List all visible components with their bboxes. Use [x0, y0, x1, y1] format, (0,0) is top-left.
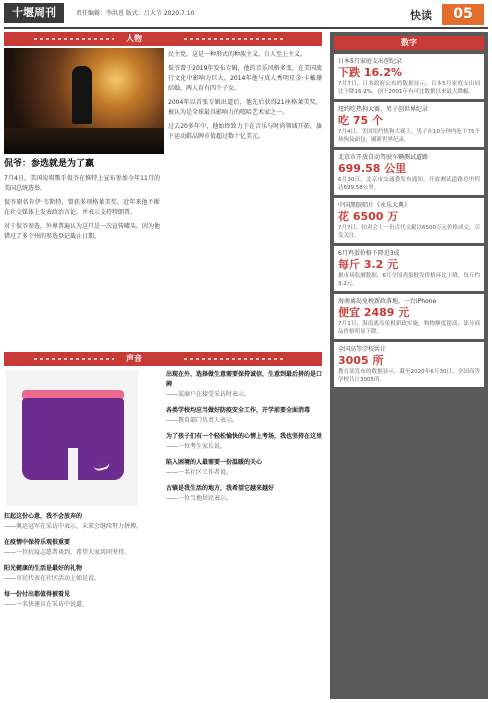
- quote-title: 出现在外，选择做生意需要保持诚信，生意到最后拼的是口碑: [166, 371, 323, 388]
- card-title: 全国高等学校共计: [338, 346, 387, 353]
- card-text: 教育部发布的数据显示，截至2020年6月30日，全国高等学校共计3005所。: [338, 369, 480, 383]
- paragraph: 侃爷原名肯伊·韦斯特，曾获多项格莱美奖，近年来他不断在社交媒体上发表政治言论，并表示支持特朗普。: [4, 199, 160, 216]
- card-text: 7月1日，海南离岛免税新政实施，购物额度提高，部分商品价格明显下降。: [338, 321, 480, 335]
- quote-title: 每一份付出都值得被看见: [4, 591, 71, 598]
- card-number: 3005 所: [338, 354, 384, 367]
- card-number: 下跌 16.2%: [338, 66, 402, 79]
- paragraph: 侃爷曾于2019年发布专辑，他的音乐风格多变，在美国流行文化中影响力巨大。2014年他与真人秀明星金·卡戴珊结婚，两人育有四个子女。: [168, 65, 322, 92]
- number-card: [334, 342, 484, 387]
- card-text: 7月4日，美国纽约热狗大赛上，男子在10分钟内吃下75个热狗及面包，刷新世界纪录。: [338, 129, 480, 143]
- article-col-2: [168, 50, 322, 142]
- stage-photo: [4, 48, 164, 154]
- quote-block: [4, 590, 160, 610]
- card-text: 7月7日，拍卖会上一份古代文献以6500万元价格成交，引发关注。: [338, 225, 480, 239]
- page-header: [0, 0, 492, 30]
- quote-source: ——奥运冠军在采访中表示，未来会继续努力拼搏。: [4, 523, 143, 530]
- number-card: [334, 54, 484, 99]
- quote-source: ——一位考生家长说。: [166, 443, 227, 450]
- quote-source: ——一位当地居民表示。: [166, 495, 233, 502]
- card-title: 6月鸡蛋价格下降近3成: [338, 250, 400, 257]
- card-title: 纽约吃热狗大赛，男子创世界纪录: [338, 106, 429, 113]
- paragraph: 2004年以首张专辑出道后，他先后获得21座格莱美奖，被认为是全球最具影响力的嘻哈艺术家之一。: [168, 99, 322, 116]
- page-number: 05: [442, 4, 484, 25]
- shorts-photo: [6, 370, 138, 506]
- header-rule: [4, 27, 488, 29]
- article-col-1: [4, 174, 160, 242]
- card-text: 据市场监测数据，6月全国鸡蛋批发价格环比下降，每斤约3.2元。: [338, 273, 480, 287]
- card-text: 6月30日，北京市交通委发布通知，开放测试道路总里程达699.58公里。: [338, 177, 480, 191]
- quotes-left: [4, 512, 160, 616]
- number-card: [334, 198, 484, 243]
- number-card: [334, 150, 484, 195]
- quote-block: [166, 406, 322, 426]
- article-headline: 侃爷：参选就是为了赢: [4, 159, 95, 169]
- number-card: [334, 246, 484, 291]
- quote-block: [4, 512, 160, 532]
- editor-meta: 责任编辑：李洪恩 版式：吕大节 2020.7.10: [76, 10, 195, 17]
- quote-block: [166, 370, 322, 400]
- number-card: [334, 294, 484, 339]
- quote-title: 各类学校均应当做好防疫安全工作，开学前要全面消毒: [166, 407, 311, 414]
- quote-title: 古镇是我生活的地方，我希望它越来越好: [166, 485, 275, 492]
- quote-block: [166, 484, 322, 504]
- number-card: [334, 102, 484, 147]
- quote-source: ——一名快递员在采访中说道。: [4, 601, 89, 608]
- quote-source: ——一名社区工作者说。: [166, 469, 233, 476]
- voice-banner: [4, 352, 322, 366]
- paragraph: 民主党，这是一种形式的种族主义，白人至上主义。: [168, 51, 307, 58]
- quote-title: 阳光健康的生活是最好的礼物: [4, 565, 83, 572]
- voice-tag: 声音: [126, 354, 142, 363]
- quote-title: 扛起这份心意，我不会放弃的: [4, 513, 83, 520]
- quote-source: ——一位抗疫志愿者谈到，希望大家共同坚持。: [4, 549, 131, 556]
- numbers-sidebar: [330, 32, 488, 699]
- card-text: 7月7日，日本政府公布的数据显示，日本5月家庭支出同比下降16.2%，创下2001年有可比数据以来最大降幅。: [338, 81, 480, 95]
- card-number: 便宜 2489 元: [338, 306, 410, 319]
- paragraph: 7月4日，美国说唱歌手侃爷在推特上宣布参加今年11月的美国总统选举。: [4, 175, 160, 192]
- section-name: 快读: [410, 9, 432, 22]
- paragraph: 对于侃爷参选，外界普遍认为这只是一次宣传噱头，因为他错过了多个州的参选登记截止日期。: [4, 223, 161, 240]
- quote-block: [4, 538, 160, 558]
- person-tag: 人物: [126, 34, 142, 43]
- quote-title: 为了孩子们有一个轻松愉快的心情上考场，我也坚持在这里: [166, 433, 323, 440]
- quote-title: 在疫情中保持乐观很重要: [4, 539, 71, 546]
- quote-source: ——市民代表在社区活动上如是说。: [4, 575, 101, 582]
- person-banner: [4, 32, 322, 46]
- card-title: 海南离岛免税新政落地，一台iPhone: [338, 298, 437, 305]
- main-column: [4, 32, 322, 699]
- card-title: 中国黑胶唱片《永乐大典》: [338, 202, 411, 209]
- quote-block: [166, 432, 322, 452]
- card-number: 每斤 3.2 元: [338, 258, 399, 271]
- card-number: 吃 75 个: [338, 114, 383, 127]
- paragraph: 过去20多年中，他始终致力于在音乐与时尚领域开拓，旗下运动鞋品牌市值超过数十亿美元。: [168, 123, 322, 140]
- card-title: 北京市开放自动驾驶车辆测试道路: [338, 154, 429, 161]
- quotes-right: [166, 370, 322, 510]
- card-number: 花 6500 万: [338, 210, 399, 223]
- quote-block: [166, 458, 322, 478]
- quote-block: [4, 564, 160, 584]
- quote-source: ——教育部门负责人表示。: [166, 417, 239, 424]
- card-number: 699.58 公里: [338, 162, 407, 175]
- numbers-tag: 数字: [334, 36, 484, 50]
- crowd: [4, 128, 164, 154]
- newspaper-brand: 十堰周刊: [4, 3, 64, 23]
- quote-source: ——某商户在接受采访时表示。: [166, 391, 251, 398]
- card-title: 日本5月家庭支出创纪录: [338, 58, 402, 65]
- performer-silhouette: [72, 66, 92, 124]
- quote-title: 陷入困境的人最需要一份温暖的关心: [166, 459, 263, 466]
